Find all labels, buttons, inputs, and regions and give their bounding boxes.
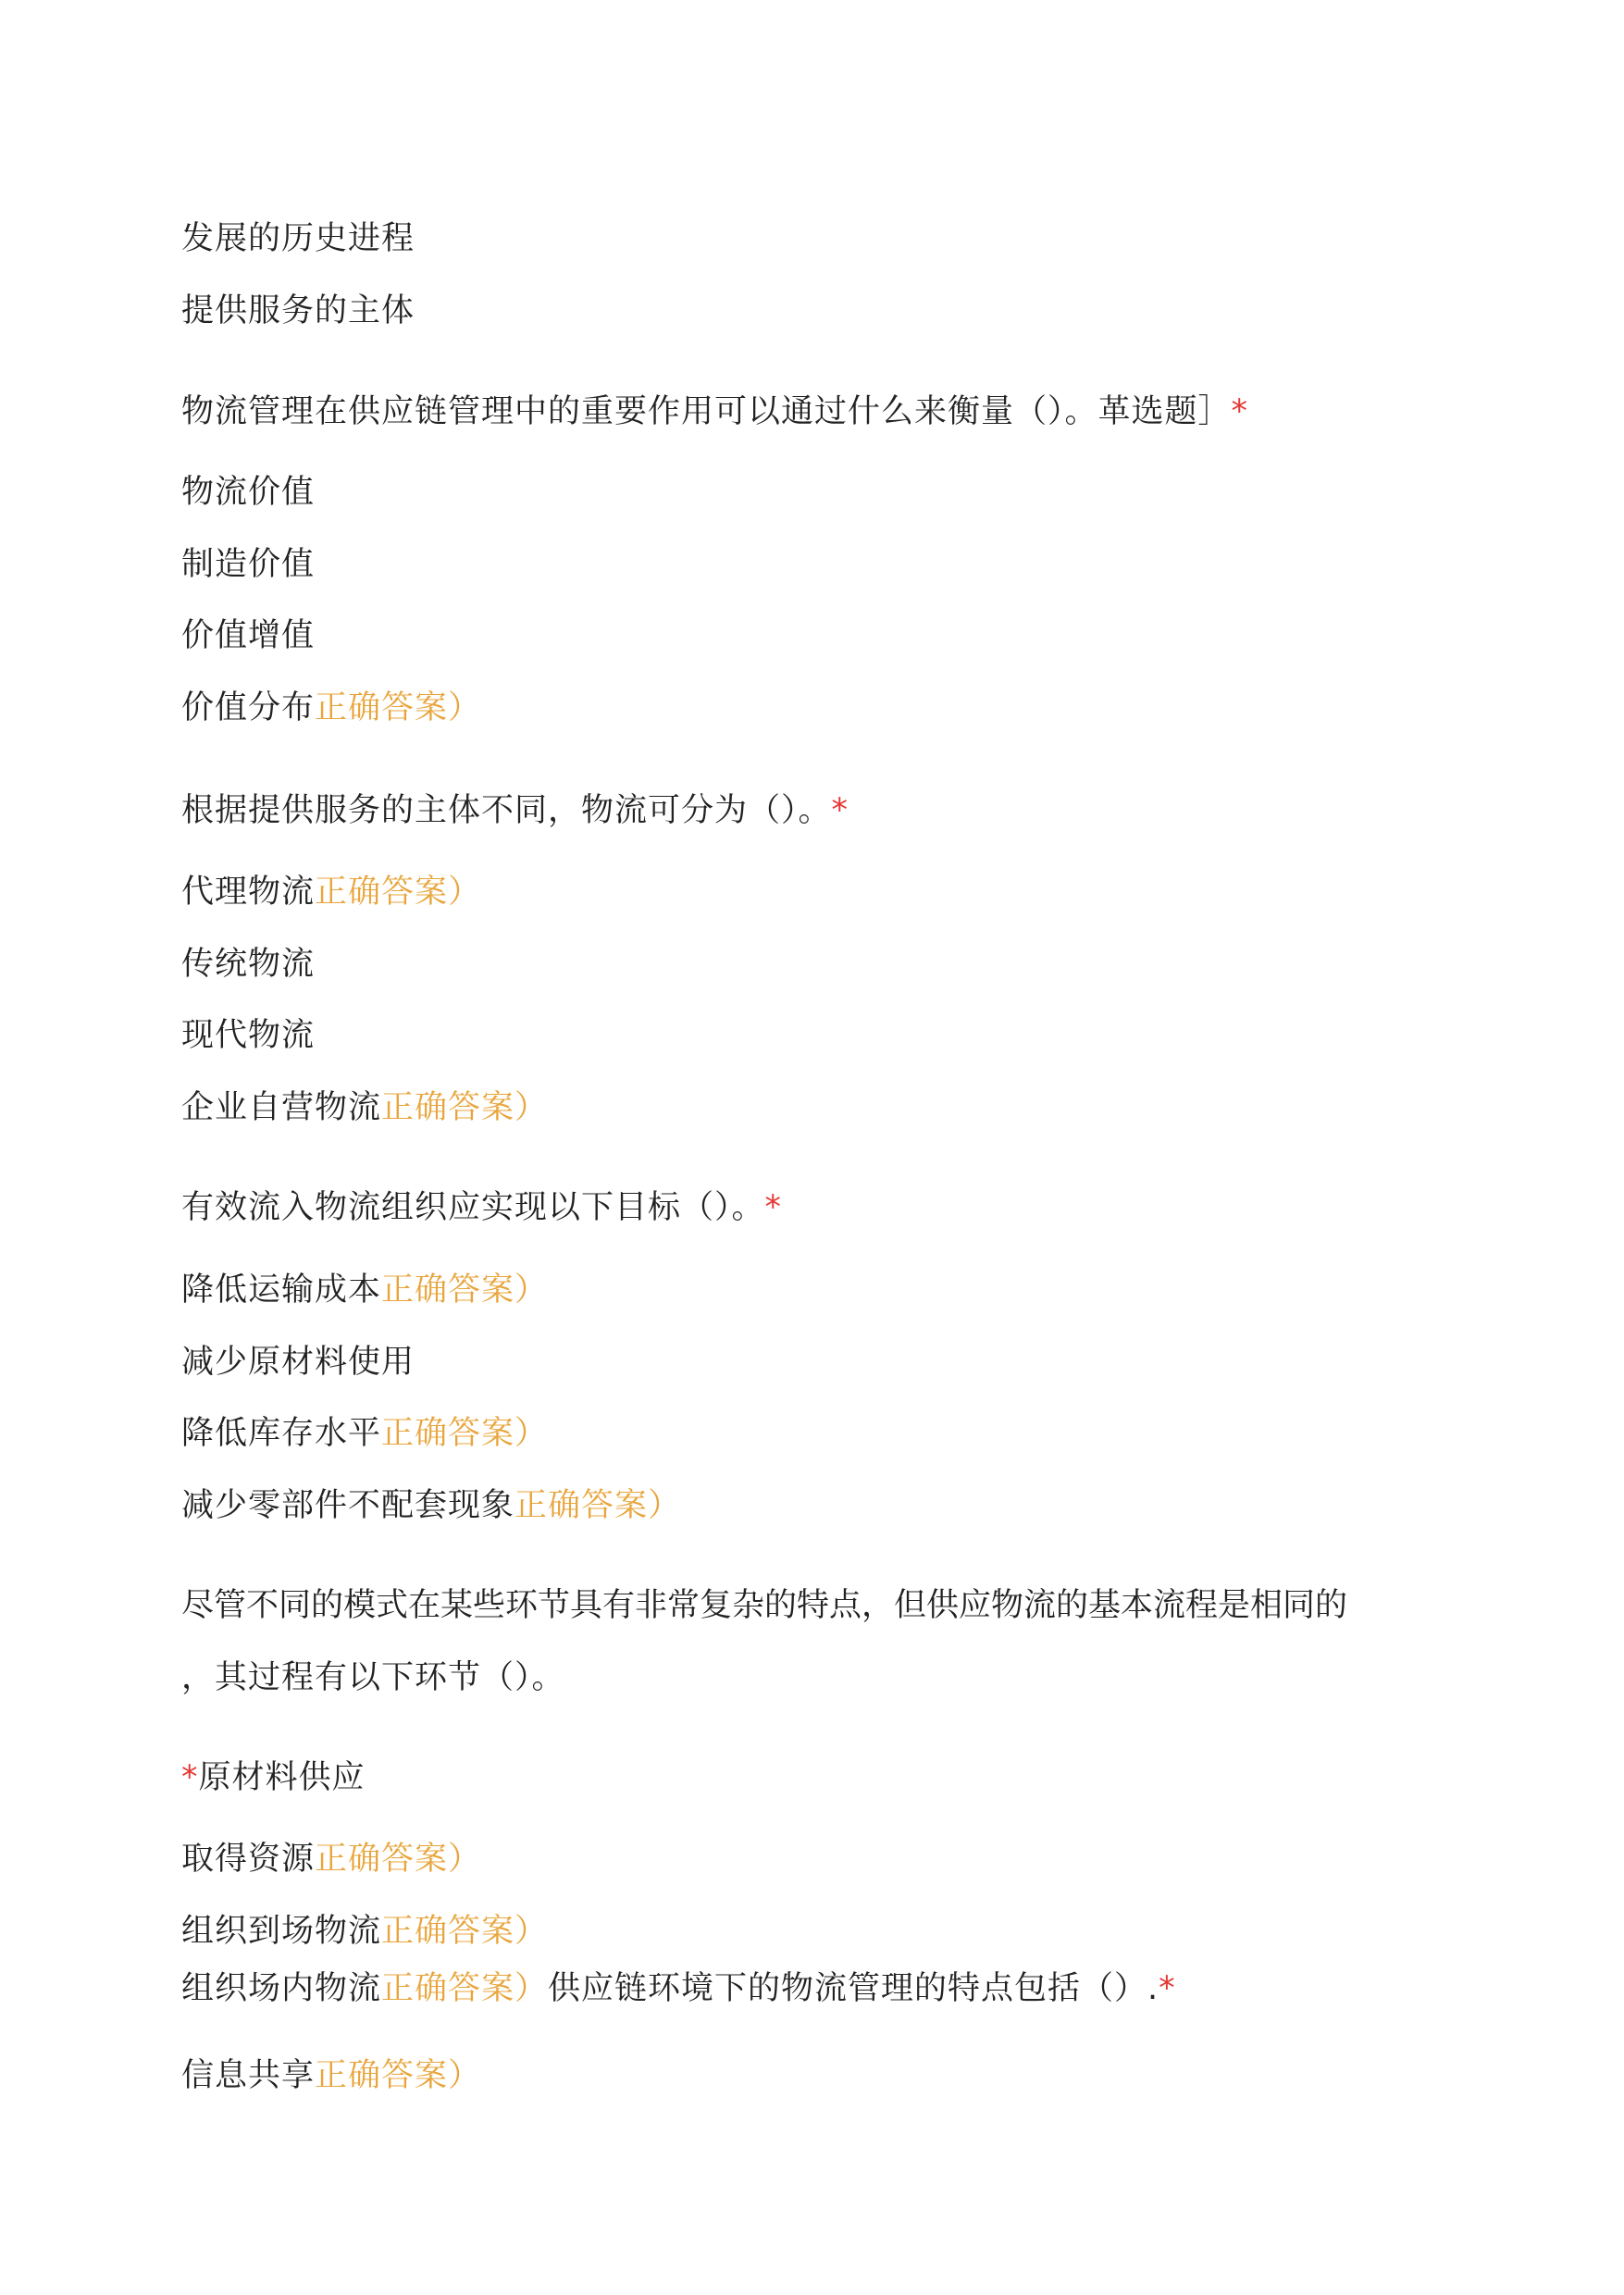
question-2 (181, 790, 849, 831)
option-row (181, 2055, 481, 2096)
correct-answer-label: 正确答案） (381, 1970, 549, 2007)
option-row (181, 1911, 548, 1952)
correct-answer-label: 正确答案） (315, 874, 482, 911)
question-4-line-1: 尽管不同的模式在某些环节具有非常复杂的特点，但供应物流的基本流程是相同的 (181, 1587, 1348, 1624)
question-text: 根据提供服务的主体不同，物流可分为（）。 (181, 792, 832, 829)
option-text: 制造价值 (181, 546, 316, 583)
correct-answer-label: 正确答案） (381, 1415, 549, 1452)
option-text: 企业自营物流 (181, 1089, 382, 1126)
option-text: 组织场内物流 (181, 1970, 382, 2007)
option-text: 取得资源 (181, 1841, 316, 1878)
option-text: 发展的历史进程 (181, 220, 415, 257)
correct-answer-label: 正确答案） (315, 2057, 482, 2094)
required-mark: * (181, 1759, 199, 1796)
option-text: 信息共享 (181, 2057, 316, 2094)
question-text: 供应链环境下的物流管理的特点包括（）. (548, 1970, 1159, 2007)
option-text: 现代物流 (181, 1017, 316, 1054)
option-row (181, 688, 481, 728)
option-text: 代理物流 (181, 874, 316, 911)
question-1 (181, 391, 1248, 432)
required-mark: * (1231, 393, 1249, 430)
option-text: 物流价值 (181, 474, 316, 511)
question-text: 有效流入物流组织应实现以下目标（）。 (181, 1189, 765, 1226)
option-text: 价值分布 (181, 689, 316, 726)
option-row (181, 1413, 548, 1454)
required-mark: * (1159, 1970, 1176, 2007)
correct-answer-label: 正确答案） (315, 1841, 482, 1878)
correct-answer-label: 正确答案） (381, 1089, 549, 1126)
option-row (181, 1087, 548, 1128)
question-3 (181, 1187, 782, 1228)
required-mark: * (831, 792, 849, 829)
correct-answer-label: 正确答案） (381, 1272, 549, 1309)
option-text: 降低库存水平 (181, 1415, 382, 1452)
option-text: 组织到场物流 (181, 1913, 382, 1950)
option-row (181, 872, 481, 912)
required-mark: * (764, 1189, 783, 1226)
option-row (181, 1968, 1176, 2009)
correct-answer-label: 正确答案） (514, 1487, 682, 1524)
correct-answer-label: 正确答案） (381, 1913, 549, 1950)
option-text: 减少零部件不配套现象 (181, 1487, 515, 1524)
question-4-line-2: ，其过程有以下环节（）。 (181, 1659, 565, 1696)
option-text: 传统物流 (181, 946, 316, 983)
option-text: 降低运输成本 (181, 1272, 382, 1309)
question-text: 物流管理在供应链管理中的重要作用可以通过什么来衡量（）。革选题］ (181, 393, 1232, 430)
option-text: 价值增值 (181, 617, 316, 654)
option-row (181, 1839, 481, 1879)
option-text: 原材料供应 (198, 1759, 366, 1796)
option-row (181, 1757, 366, 1798)
option-text: 提供服务的主体 (181, 292, 415, 329)
option-row (181, 1270, 548, 1310)
option-text: 减少原材料使用 (181, 1344, 415, 1381)
correct-answer-label: 正确答案） (315, 689, 482, 726)
option-row (181, 1485, 681, 1526)
